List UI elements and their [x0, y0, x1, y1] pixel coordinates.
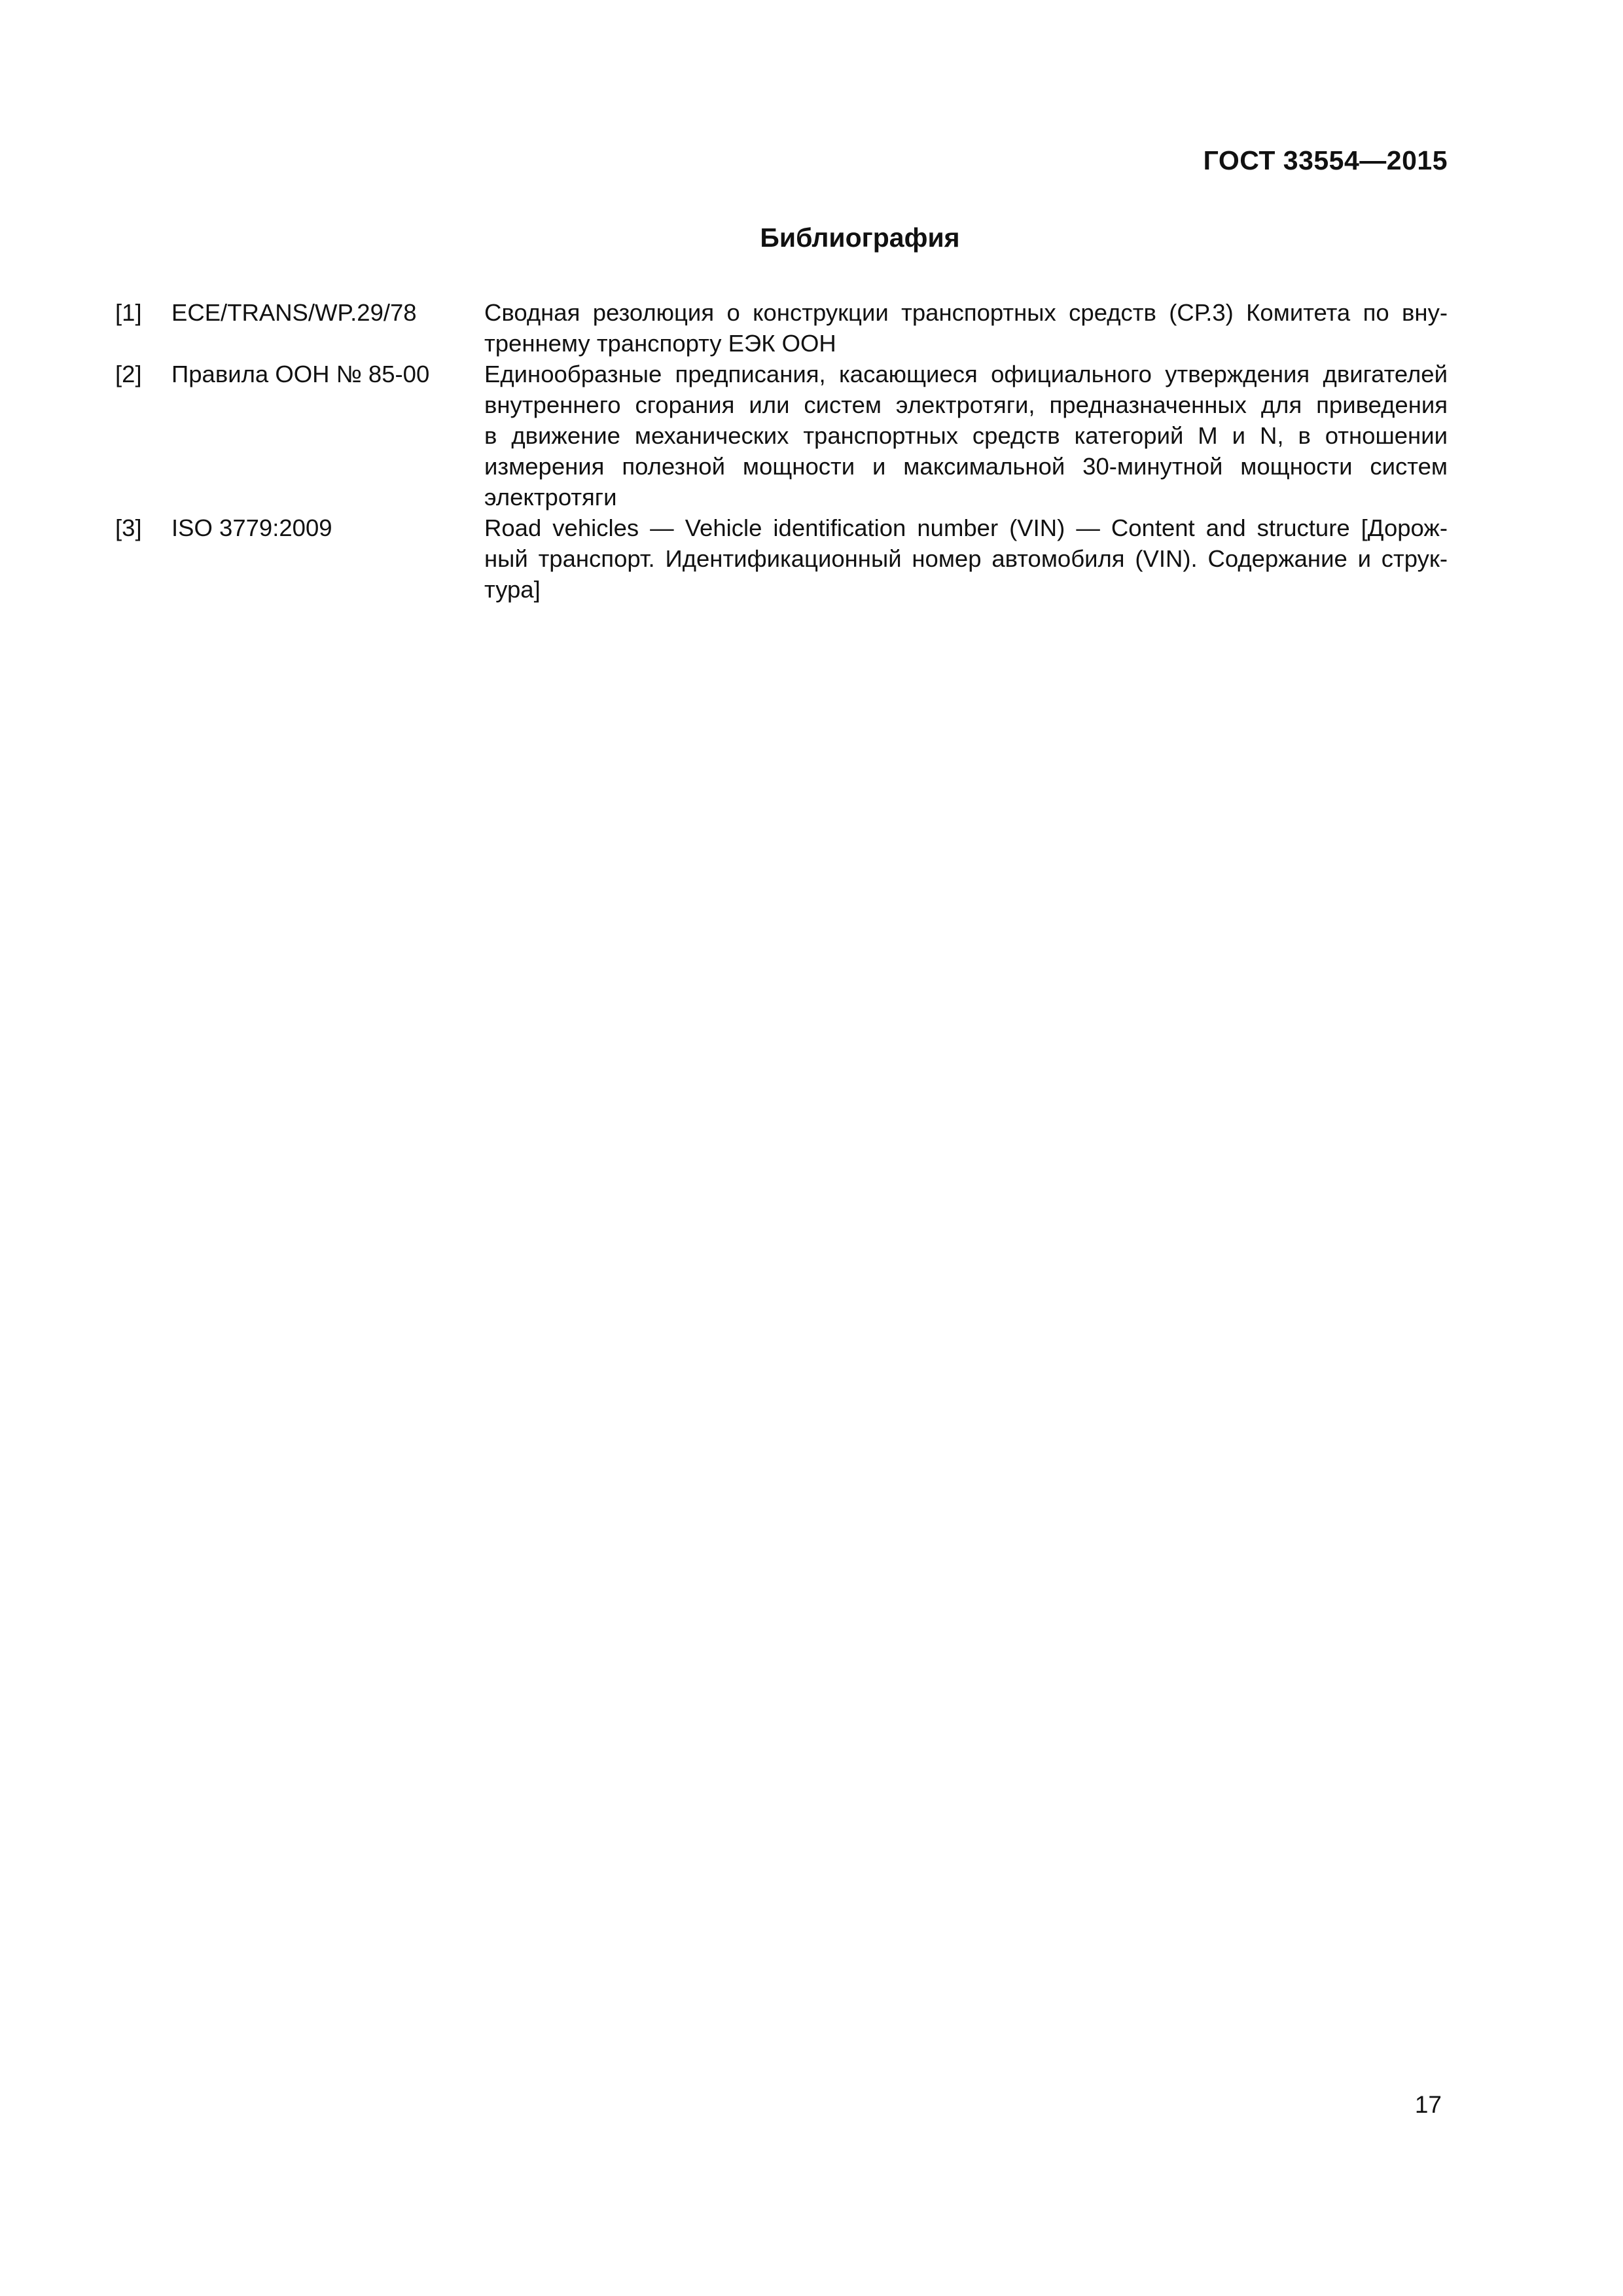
entry-description-line: в движение механических транспортных средств категорий M и N, в отношении: [484, 422, 1448, 449]
entry-number: [2]: [115, 361, 142, 387]
entry-description-line: внутреннего сгорания или систем электротяги, предназначенных для приведения: [484, 391, 1448, 418]
entry-code: ISO 3779:2009: [171, 514, 332, 541]
bibliography-entry-1: [115, 297, 1448, 359]
entry-description-line: измерения полезной мощности и максимальной 30-минутной мощности систем: [484, 453, 1448, 480]
entry-description: [484, 359, 1448, 512]
entry-description-line: треннему транспорту ЕЭК ООН: [484, 330, 836, 357]
entry-code: Правила ООН № 85-00: [171, 361, 430, 387]
bibliography-list: [115, 297, 1448, 605]
entry-description-line: Сводная резолюция о конструкции транспортных средств (СР.3) Комитета по вну-: [484, 299, 1448, 326]
entry-description-line: электротяги: [484, 484, 617, 511]
section-title: Библиография: [760, 223, 960, 253]
bibliography-entry-2: [115, 359, 1448, 512]
page-number: 17: [1414, 2091, 1442, 2118]
entry-description-line: Единообразные предписания, касающиеся официального утверждения двигателей: [484, 361, 1448, 387]
document-header-standard-id: ГОСТ 33554—2015: [1203, 145, 1448, 175]
entry-number: [3]: [115, 514, 142, 541]
entry-description: [484, 512, 1448, 605]
entry-description-line: Road vehicles — Vehicle identification number (VIN) — Content and structure [Дорож-: [484, 514, 1448, 541]
bibliography-entry-3: [115, 512, 1448, 605]
entry-number: [1]: [115, 299, 142, 326]
entry-description-line: тура]: [484, 576, 541, 603]
entry-description: [484, 297, 1448, 359]
entry-code: ECE/TRANS/WP.29/78: [171, 299, 417, 326]
entry-description-line: ный транспорт. Идентификационный номер автомобиля (VIN). Содержание и струк-: [484, 545, 1448, 572]
